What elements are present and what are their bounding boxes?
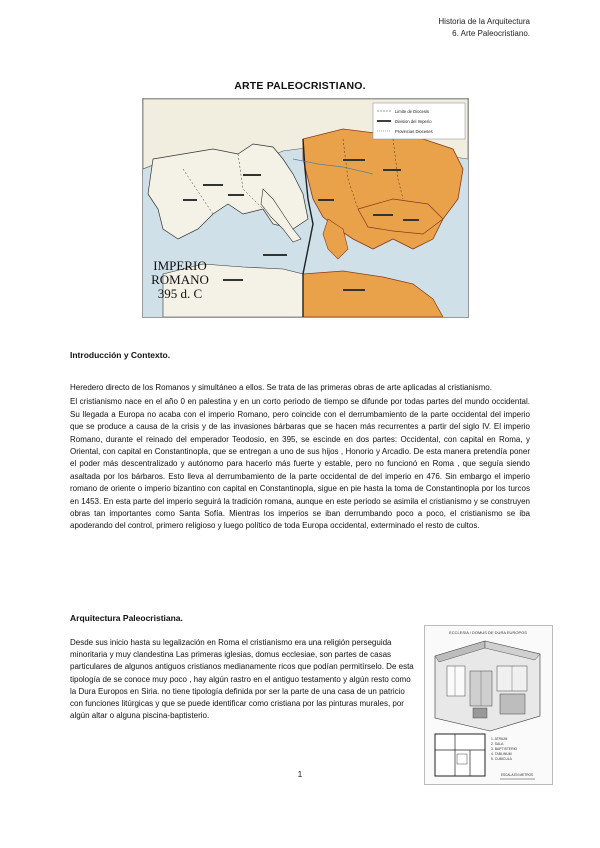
page-title: ARTE PALEOCRISTIANO. <box>234 80 366 92</box>
intro-paragraph-1: Heredero directo de los Romanos y simultáneo a ellos. Se trata de las primeras obras de arte aplicadas al cristianismo. <box>70 383 492 392</box>
map-caption-line-1: IMPERIO <box>153 258 207 273</box>
figure-legend-2: 2. SALA <box>491 742 504 746</box>
section-heading-intro: Introducción y Contexto. <box>70 350 171 360</box>
domus-illustration <box>425 626 552 784</box>
map-legend-item-1: Limite de Diocesis <box>395 109 429 114</box>
architecture-text-block <box>70 637 415 722</box>
roman-empire-map <box>142 98 469 318</box>
figure-caption: ECCLESIA / DOMUS DE DURA EUROPOS <box>449 630 527 635</box>
section-heading-architecture: Arquitectura Paleocristiana. <box>70 613 183 623</box>
figure-legend-3: 3. BAPTISTERIO <box>491 747 518 751</box>
figure-legend-4: 4. TABLINUM <box>491 752 512 756</box>
figure-scale-text: ESCALA EN METROS <box>500 773 534 777</box>
figure-legend-5: 5. CUBICULA <box>491 757 512 761</box>
figure-legend-1: 1. ATRIUM <box>491 737 508 741</box>
map-legend-item-2: Division del Imperio <box>395 119 432 124</box>
architecture-paragraph-1: Desde sus inicio hasta su legalización en Roma el cristianismo era una religión perseguida minoritaria y muy clandestina Las primeras iglesias, domus ecclesiae, son partes de casas particulares de algunos antiguos cristianos medianamente ricos que podían permitírselo. De esta tipología de se conoce muy poco , hay algún rastro en el antiguo testamento y algún resto como la Dura Europos en Siria. no tiene tipología definida por ser la parte de una casa de un patricio con funciones litúrgicas y que se puede identificar como cristiana por las pinturas murales, por algún altar o alguna piscina-baptisterio. <box>70 638 414 721</box>
map-caption <box>145 259 215 301</box>
header-chapter-title: 6. Arte Paleocristiano. <box>452 29 530 38</box>
map-caption-line-2: ROMANO <box>151 272 209 287</box>
header-course-title: Historia de la Arquitectura <box>438 17 530 26</box>
map-caption-line-3: 395 d. C <box>157 286 203 301</box>
page-number: 1 <box>297 770 303 779</box>
domus-ecclesiae-figure <box>424 625 553 785</box>
intro-paragraph-2: El cristianismo nace en el año 0 en palestina y en un corto periodo de tiempo se difunde por todas partes del mundo occidental. Su llegada a Europa no acaba con el imperio Romano, pero coincide con el derrumbamiento de la parte occidental del imperio que se produce a causa de la crisis y de las invasiones bárbaras que se hacen más recurrentes a partir del siglo IV. El imperio Romano, durante el reinado del emperador Teodosio, en 395, se escinde en dos partes: Occidental, con capital en Roma, y Oriental, con capital en Constantinopla, que se entregan a uno de sus hijos , Honorio y Arcadio. De esta manera pretendía poner el poder más descentralizado y autónomo para hacerlo más fuerte y estable, pero no funcionó en Roma , que seguía siendo asaltada por los bárbaros. Esto lleva al derrumbamiento de la parte occidental de del imperio en 476. Sin embargo el imperio romano de oriente o imperio bizantino con capital en Constantinopla, sigue en pie hasta la toma de Constantinopla por los turcos en 1453. En esta parte del imperio seguirá la tradición romana, aunque en este periodo se asimila el cristianismo y se construyen obras tan importantes como Santa Sofía. Mientras los imperios se iban derrumbando poco a poco, el cristianismo se iba apoderando del control, primero religioso y luego político de toda Europa occidental, exterminado el resto de cultos. <box>70 397 530 531</box>
map-legend-item-3: Provincias Dioceses <box>395 129 433 134</box>
intro-text-block <box>70 382 530 533</box>
running-header <box>438 16 530 40</box>
